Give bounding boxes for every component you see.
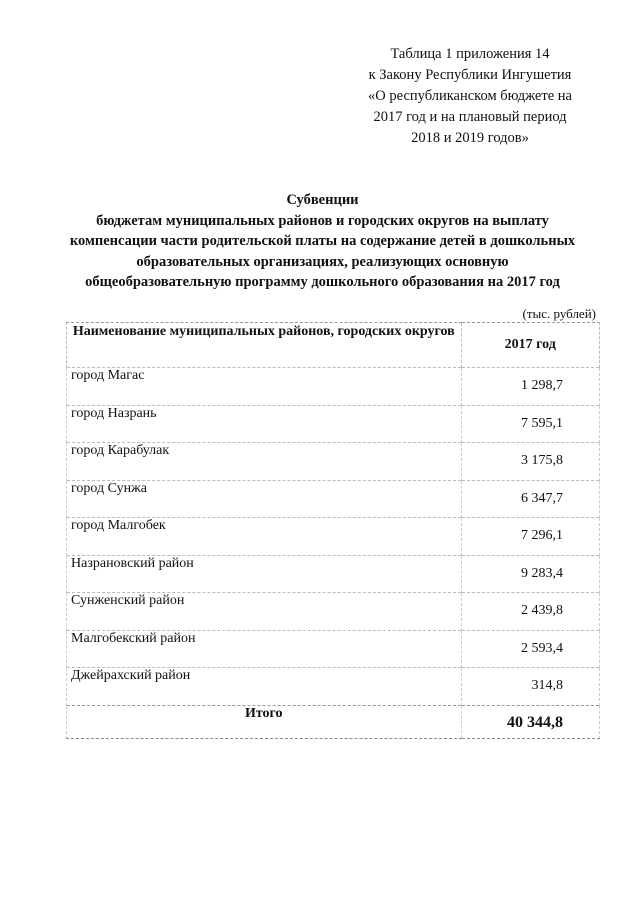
table-header-row	[67, 323, 600, 368]
table-row	[67, 368, 600, 406]
row-value: 9 283,4	[461, 555, 599, 593]
row-value: 6 347,7	[461, 480, 599, 518]
document-title	[60, 190, 585, 293]
units-note: (тыс. рублей)	[522, 306, 596, 321]
row-name: Малгобекский район	[67, 630, 462, 668]
header-line: к Закону Республики Ингушетия	[368, 67, 572, 83]
total-label: Итого	[67, 705, 462, 738]
appendix-header	[350, 44, 590, 149]
total-value: 40 344,8	[461, 705, 599, 738]
title-line: образовательных организациях, реализующих основную	[136, 253, 509, 270]
row-value: 2 593,4	[461, 630, 599, 668]
title-line: бюджетам муниципальных районов и городских округов на выплату	[96, 212, 549, 229]
header-line: Таблица 1 приложения 14	[390, 46, 550, 62]
row-name: город Сунжа	[67, 480, 462, 518]
row-name: город Карабулак	[67, 443, 462, 481]
table-row	[67, 518, 600, 556]
row-name: Назрановский район	[67, 555, 462, 593]
row-value: 2 439,8	[461, 593, 599, 631]
title-line: общеобразовательную программу дошкольного образования на 2017 год	[85, 274, 560, 290]
header-line: 2018 и 2019 годов»	[411, 130, 529, 146]
table-row	[67, 480, 600, 518]
row-value: 3 175,8	[461, 443, 599, 481]
table-total-row	[67, 705, 600, 738]
table-row	[67, 443, 600, 481]
column-header-name: Наименование муниципальных районов, городских округов	[67, 323, 462, 368]
table-row	[67, 668, 600, 706]
row-name: город Назрань	[67, 405, 462, 443]
row-value: 314,8	[461, 668, 599, 706]
row-value: 1 298,7	[461, 368, 599, 406]
header-line: 2017 год и на плановый период	[373, 109, 567, 125]
subsidy-table	[66, 322, 600, 739]
table-row	[67, 555, 600, 593]
row-value: 7 296,1	[461, 518, 599, 556]
title-line: Субвенции	[286, 192, 359, 208]
row-name: Сунженский район	[67, 593, 462, 631]
row-name: город Малгобек	[67, 518, 462, 556]
table-row	[67, 405, 600, 443]
table-row	[67, 593, 600, 631]
row-name: Джейрахский район	[67, 668, 462, 706]
table-row	[67, 630, 600, 668]
row-value: 7 595,1	[461, 405, 599, 443]
column-header-year: 2017 год	[461, 323, 599, 368]
header-line: «О республиканском бюджете на	[368, 88, 572, 104]
title-line: компенсации части родительской платы на содержание детей в дошкольных	[69, 233, 576, 249]
row-name: город Магас	[67, 368, 462, 406]
